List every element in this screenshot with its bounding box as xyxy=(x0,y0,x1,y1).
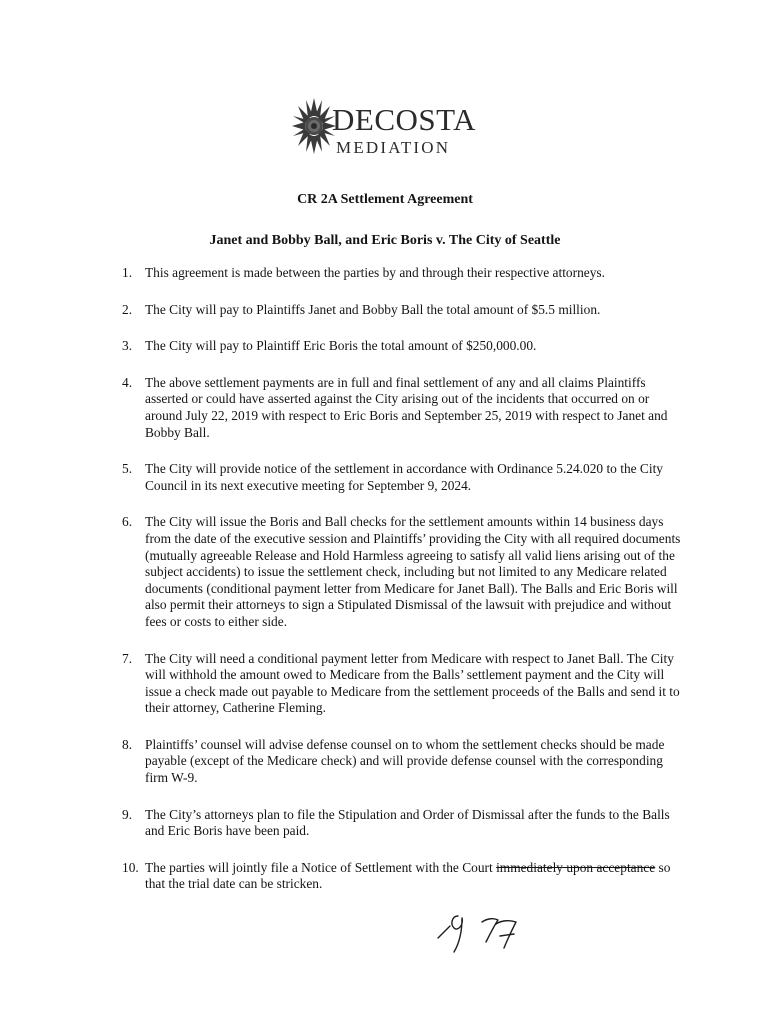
item-text-before: The parties will jointly file a Notice of Settlement with the Court xyxy=(145,859,497,875)
list-item xyxy=(122,375,682,441)
decosta-mediation-logo xyxy=(292,96,482,166)
case-caption: Janet and Bobby Ball, and Eric Boris v. The City of Seattle xyxy=(209,233,561,248)
list-item xyxy=(122,461,682,494)
item-number: 10. xyxy=(122,859,139,875)
item-text: The City will issue the Boris and Ball checks for the settlement amounts within 14 business days from the date of the executive session and Plaintiffs’ providing the City with all required documents (mutually agreeable Release and Hold Harmless agreeing to satisfy all valid liens arising out of the subject accidents) to issue the settlement check, including but not limited to any Medicare related documents (conditional payment letter from Medicare for Janet Ball). The Balls and Eric Boris will also permit their attorneys to sign a Stipulated Dismissal of the lawsuit with prejudice and without fees or costs to either side. xyxy=(145,514,681,629)
agreement-terms-list xyxy=(122,265,682,913)
item-text: The City’s attorneys plan to file the Stipulation and Order of Dismissal after the funds to the Balls and Eric Boris have been paid. xyxy=(145,806,670,839)
list-item xyxy=(122,807,682,840)
list-item xyxy=(122,514,682,630)
item-number: 2. xyxy=(122,301,133,317)
sunflower-emblem-icon xyxy=(292,96,336,160)
handwritten-initials-signature xyxy=(436,908,536,954)
brand-tagline: MEDIATION xyxy=(336,138,451,157)
item-number: 9. xyxy=(122,806,133,822)
document-title: CR 2A Settlement Agreement xyxy=(297,192,473,207)
item-text: The City will need a conditional payment letter from Medicare with respect to Janet Ball. The City will withhold the amount owed to Medicare from the Balls’ settlement payment and the City will issue a check made out payable to Medicare from the settlement proceeds of the Balls and send it to their attorney, Catherine Fleming. xyxy=(145,650,680,716)
list-item xyxy=(122,860,682,893)
item-number: 4. xyxy=(122,374,133,390)
item-number: 5. xyxy=(122,461,133,477)
item-number: 6. xyxy=(122,514,133,530)
brand-name: DECOSTA xyxy=(332,102,476,137)
struck-text: immediately upon acceptance xyxy=(496,859,656,875)
item-number: 1. xyxy=(122,265,133,280)
list-item xyxy=(122,265,682,282)
item-text: The City will provide notice of the settlement in accordance with Ordinance 5.24.020 to the City Council in its next executive meeting for September 9, 2024. xyxy=(145,461,664,493)
item-text: Plaintiffs’ counsel will advise defense counsel on to whom the settlement checks should be made payable (except of the Medicare check) and will provide defense counsel with the corresponding firm W-9. xyxy=(145,736,665,786)
item-text: The above settlement payments are in full and final settlement of any and all claims Plaintiffs asserted or could have asserted against the City arising out of the incidents that occurred on or around July 22, 2019 with respect to Eric Boris and September 25, 2019 with respect to Janet and Bobby Ball. xyxy=(145,374,668,440)
list-item xyxy=(122,651,682,717)
list-item xyxy=(122,338,682,355)
item-text-after: so that the trial date can be stricken. xyxy=(145,859,671,892)
item-text: The City will pay to Plaintiff Eric Boris the total amount of $250,000.00. xyxy=(145,338,537,354)
item-number: 3. xyxy=(122,338,133,354)
item-number: 7. xyxy=(122,650,133,666)
item-text xyxy=(145,860,682,893)
list-item xyxy=(122,737,682,787)
list-item xyxy=(122,302,682,319)
item-text: This agreement is made between the parties by and through their respective attorneys. xyxy=(145,265,605,280)
item-number: 8. xyxy=(122,736,133,752)
item-text: The City will pay to Plaintiffs Janet and Bobby Ball the total amount of $5.5 million. xyxy=(145,301,601,317)
